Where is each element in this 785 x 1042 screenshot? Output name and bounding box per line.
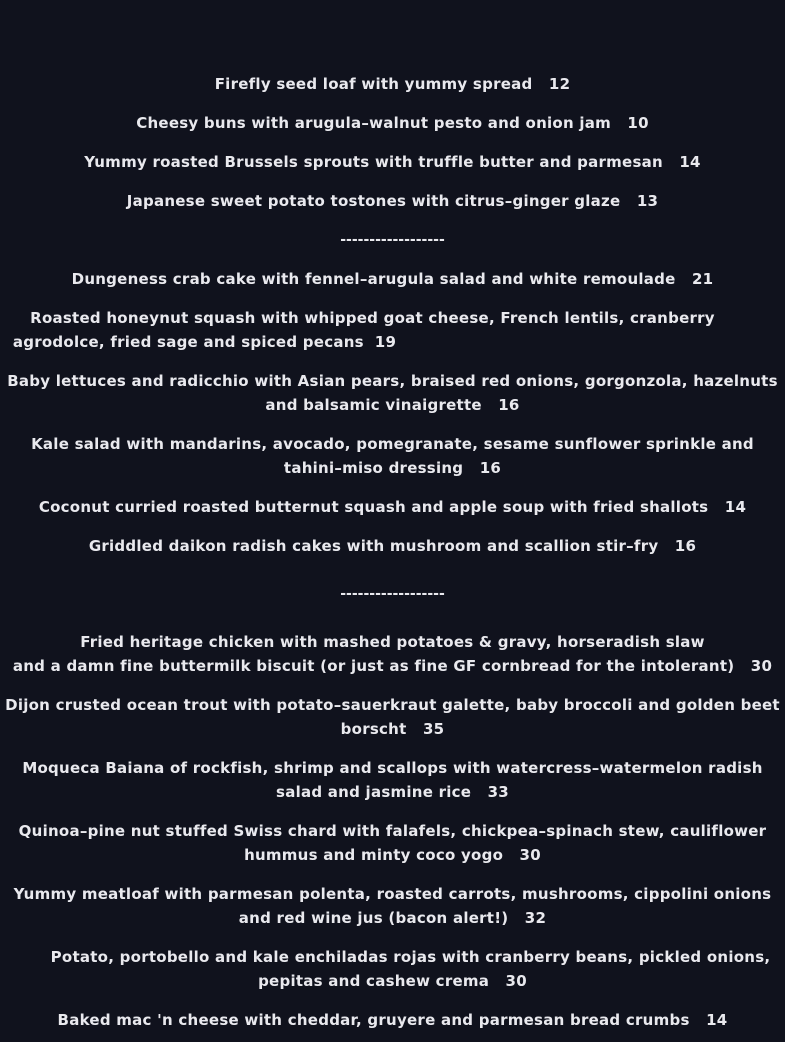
menu-item: Baked mac 'n cheese with cheddar, gruyere and parmesan bread crumbs 14 — [57, 1011, 728, 1029]
menu-item-line: Kale salad with mandarins, avocado, pomegranate, sesame sunflower sprinkle and — [31, 435, 754, 453]
menu-item-line: Quinoa–pine nut stuffed Swiss chard with falafels, chickpea–spinach stew, cauliflower — [18, 822, 767, 840]
menu-item-line: Potato, portobello and kale enchiladas rojas with cranberry beans, pickled onions, — [50, 948, 771, 966]
menu-item-line: Roasted honeynut squash with whipped goat cheese, French lentils, cranberry — [30, 309, 715, 327]
menu-item-line: pepitas and cashew crema 30 — [258, 972, 527, 990]
menu-item-line: borscht 35 — [340, 720, 445, 738]
menu-item-line: and red wine jus (bacon alert!) 32 — [238, 909, 547, 927]
menu-item-line: salad and jasmine rice 33 — [276, 783, 509, 801]
menu-item-line: and balsamic vinaigrette 16 — [265, 396, 520, 414]
menu-item-line: Fried heritage chicken with mashed potatoes & gravy, horseradish slaw — [80, 633, 705, 651]
menu-item-line: hummus and minty coco yogo 30 — [244, 846, 541, 864]
menu-item: Yummy roasted Brussels sprouts with truffle butter and parmesan 14 — [84, 153, 701, 171]
menu-item: Griddled daikon radish cakes with mushroom and scallion stir–fry 16 — [88, 537, 697, 555]
menu-item-line: Moqueca Baiana of rockfish, shrimp and scallops with watercress–watermelon radish — [22, 759, 763, 777]
section-separator: ------------------ — [340, 232, 445, 248]
menu-item-line: and a damn fine buttermilk biscuit (or just as fine GF cornbread for the intolerant) 30 — [12, 657, 773, 675]
menu-item-line: tahini–miso dressing 16 — [283, 459, 502, 477]
menu-item: Firefly seed loaf with yummy spread 12 — [214, 75, 571, 93]
menu-item-line: Yummy meatloaf with parmesan polenta, roasted carrots, mushrooms, cippolini onions — [13, 885, 772, 903]
section-separator: ------------------ — [340, 586, 445, 602]
menu-item: Cheesy buns with arugula–walnut pesto and onion jam 10 — [136, 114, 649, 132]
menu-item-line: agrodolce, fried sage and spiced pecans 19 — [12, 333, 397, 351]
menu-item: Dungeness crab cake with fennel–arugula salad and white remoulade 21 — [71, 270, 714, 288]
menu-item-line: Baby lettuces and radicchio with Asian pears, braised red onions, gorgonzola, hazelnuts — [7, 372, 778, 390]
menu-item: Japanese sweet potato tostones with citrus–ginger glaze 13 — [126, 192, 659, 210]
menu-item: Coconut curried roasted butternut squash and apple soup with fried shallots 14 — [38, 498, 747, 516]
menu-item-line: Dijon crusted ocean trout with potato–sauerkraut galette, baby broccoli and golden beet — [5, 696, 780, 714]
